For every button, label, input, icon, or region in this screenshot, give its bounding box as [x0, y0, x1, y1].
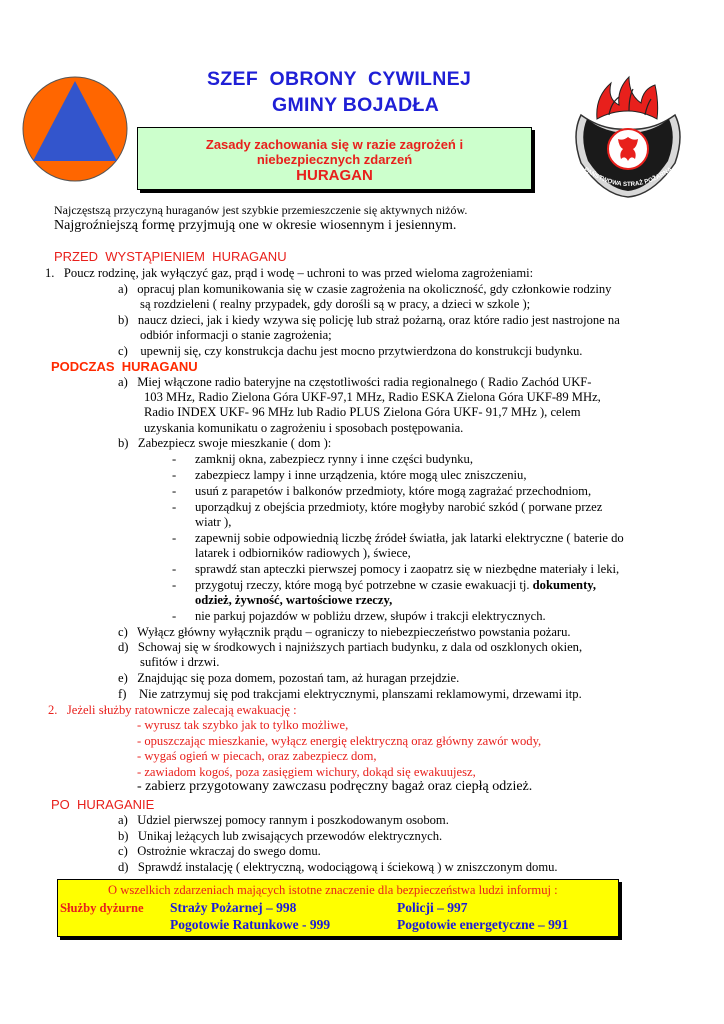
dash: -	[172, 531, 177, 545]
subtitle-line2: niebezpiecznych zdarzeń	[256, 152, 413, 167]
dash-item: zapewnij sobie odpowiednią liczbę źródeł światła, jak latarki elektryczne ( baterie do	[195, 531, 624, 545]
dash-item-with-bold	[195, 578, 596, 593]
dash-item: uporządkuj z obejścia przedmioty, które mogłyby narobić szkód ( porwane przez	[195, 500, 603, 514]
bold-documents: dokumenty,	[532, 578, 597, 592]
evacuation-line: - wyrusz tak szybko jak to tylko możliwe,	[137, 718, 349, 732]
footer-notice: O wszelkich zdarzeniach mających istotne znaczenie dla bezpieczeństwa ludzi informuj :	[108, 883, 558, 897]
page-title-line2: GMINY BOJADŁA	[272, 94, 440, 116]
dash-item: latarek i odbiorników radiowych ), świece,	[195, 546, 411, 560]
evacuation-line: - zawiadom kogoś, poza zasięgiem wichury, dokąd się ewakuujesz,	[137, 765, 476, 779]
during-after-line: f) Nie zatrzymuj się pod trakcjami elektrycznymi, planszami reklamowymi, drzewami itp.	[118, 687, 582, 701]
dash-item: zamknij okna, zabezpiecz rynny i inne części budynku,	[195, 452, 474, 466]
emergency-contacts-box	[57, 879, 619, 937]
during-after-line: sufitów i drzwi.	[118, 655, 220, 669]
evacuation-line: - opuszczając mieszkanie, wyłącz energię elektryczną oraz główny zawór wody,	[137, 734, 542, 748]
after-line: a) Udziel pierwszej pomocy rannym i poszkodowanym osobom.	[118, 813, 449, 827]
dash-item: zabezpiecz lampy i inne urządzenia, które mogą ulec zniszczeniu,	[195, 468, 527, 482]
dash: -	[172, 609, 177, 623]
during-a-line: uzyskania komunikatu o zagrożeniu i sposobach postępowania.	[144, 421, 464, 435]
after-line: d) Sprawdź instalację ( elektryczną, wodociągową i ściekową ) w zniszczonym domu.	[118, 860, 558, 874]
during-a-line: 103 MHz, Radio Zielona Góra UKF-97,1 MHz, Radio ESKA Zielona Góra UKF-89 MHz,	[144, 390, 601, 404]
before-line: odbiór informacji o stanie zagrożenia;	[118, 328, 332, 342]
dash-item-text: przygotuj rzeczy, które mogą być potrzebne w czasie ewakuacji tj.	[195, 578, 533, 592]
footer-label: Służby dyżurne	[60, 901, 144, 915]
bold-items: odzież, żywność, wartościowe rzeczy,	[195, 593, 393, 607]
before-line: a) opracuj plan komunikowania się w czasie zagrożenia na okoliczność, gdy członkowie rodziny	[118, 282, 612, 296]
subtitle-line1: Zasady zachowania się w razie zagrożeń i	[205, 137, 464, 152]
during-after-line: c) Wyłącz główny wyłącznik prądu – ograniczy to niebezpieczeństwo powstania pożaru.	[118, 625, 571, 639]
intro-line1: Najczęstszą przyczyną huraganów jest szybkie przemieszczenie się aktywnych niżów.	[54, 203, 468, 217]
dash: -	[172, 484, 177, 498]
subtitle-box	[137, 127, 532, 190]
intro-line2: Najgroźniejszą formę przyjmują one w okresie wiosennym i jesiennym.	[54, 218, 457, 233]
page-title-line1: SZEF OBRONY CYWILNEJ	[207, 68, 472, 90]
during-after-line: e) Znajdując się poza domem, pozostań tam, aż huragan przejdzie.	[118, 671, 460, 685]
before-heading: PRZED WYSTĄPIENIEM HURAGANU	[54, 249, 287, 264]
dash-item: nie parkuj pojazdów w pobliżu drzew, słupów i trakcji elektrycznych.	[195, 609, 546, 623]
civil-defense-logo	[21, 75, 129, 183]
fire-service-logo	[563, 75, 693, 205]
dash-item: usuń z parapetów i balkonów przedmioty, które mogą zagrażać przechodniom,	[195, 484, 592, 498]
before-line: są rozdzieleni ( realny przypadek, gdy dorośli są w pracy, a dzieci w szkole );	[118, 297, 531, 311]
dash: -	[172, 468, 177, 482]
before-line: c) upewnij się, czy konstrukcja dachu jest mocno przytwierdzona do konstrukcji budynku.	[118, 344, 583, 358]
dash-item: sprawdź stan apteczki pierwszej pomocy i zaopatrz się w niezbędne materiały i leki,	[195, 562, 620, 576]
evacuation-line: - wygaś ogień w piecach, oraz zabezpiecz dom,	[137, 749, 377, 763]
before-line: b) naucz dzieci, jak i kiedy wzywa się policję lub straż pożarną, oraz które radio jest nastrojone na	[118, 313, 620, 327]
after-line: c) Ostrożnie wkraczaj do swego domu.	[118, 844, 321, 858]
during-b-line: b) Zabezpiecz swoje mieszkanie ( dom ):	[118, 436, 332, 450]
flame-icon	[597, 77, 658, 119]
evacuation-last-line: - zabierz przygotowany zawczasu podręczny bagaż oraz ciepłą odzież.	[137, 779, 533, 794]
energy-number: Pogotowie energetyczne – 991	[397, 917, 569, 932]
dash: -	[172, 578, 177, 592]
after-heading: PO HURAGANIE	[51, 797, 155, 812]
during-a-line: a) Miej włączone radio bateryjne na częstotliwości radia regionalnego ( Radio Zachód UKF-	[118, 375, 592, 389]
dash-item: wiatr ),	[195, 515, 232, 529]
subtitle-topic: HURAGAN	[296, 167, 373, 184]
during-heading: PODCZAS HURAGANU	[51, 359, 198, 374]
dash: -	[172, 500, 177, 514]
fire-number: Straży Pożarnej – 998	[170, 900, 297, 915]
before-item-1: 1. Poucz rodzinę, jak wyłączyć gaz, prąd i wodę – uchroni to was przed wieloma zagrożeniami:	[45, 266, 534, 280]
fire-service-arc-text: PAŃSTWOWA STRAŻ POŻARNA	[582, 165, 674, 189]
police-number: Policji – 997	[397, 900, 468, 915]
evacuation-heading: 2. Jeżeli służby ratownicze zalecają ewakuację :	[48, 703, 297, 717]
after-line: b) Unikaj leżących lub zwisających przewodów elektrycznych.	[118, 829, 443, 843]
ambulance-number: Pogotowie Ratunkowe - 999	[170, 917, 331, 932]
dash: -	[172, 562, 177, 576]
dash: -	[172, 452, 177, 466]
during-after-line: d) Schowaj się w środkowych i najniższych partiach budynku, z dala od oszklonych okien,	[118, 640, 583, 654]
during-a-line: Radio INDEX UKF- 96 MHz lub Radio PLUS Zielona Góra UKF- 91,7 MHz ), celem	[144, 405, 581, 419]
